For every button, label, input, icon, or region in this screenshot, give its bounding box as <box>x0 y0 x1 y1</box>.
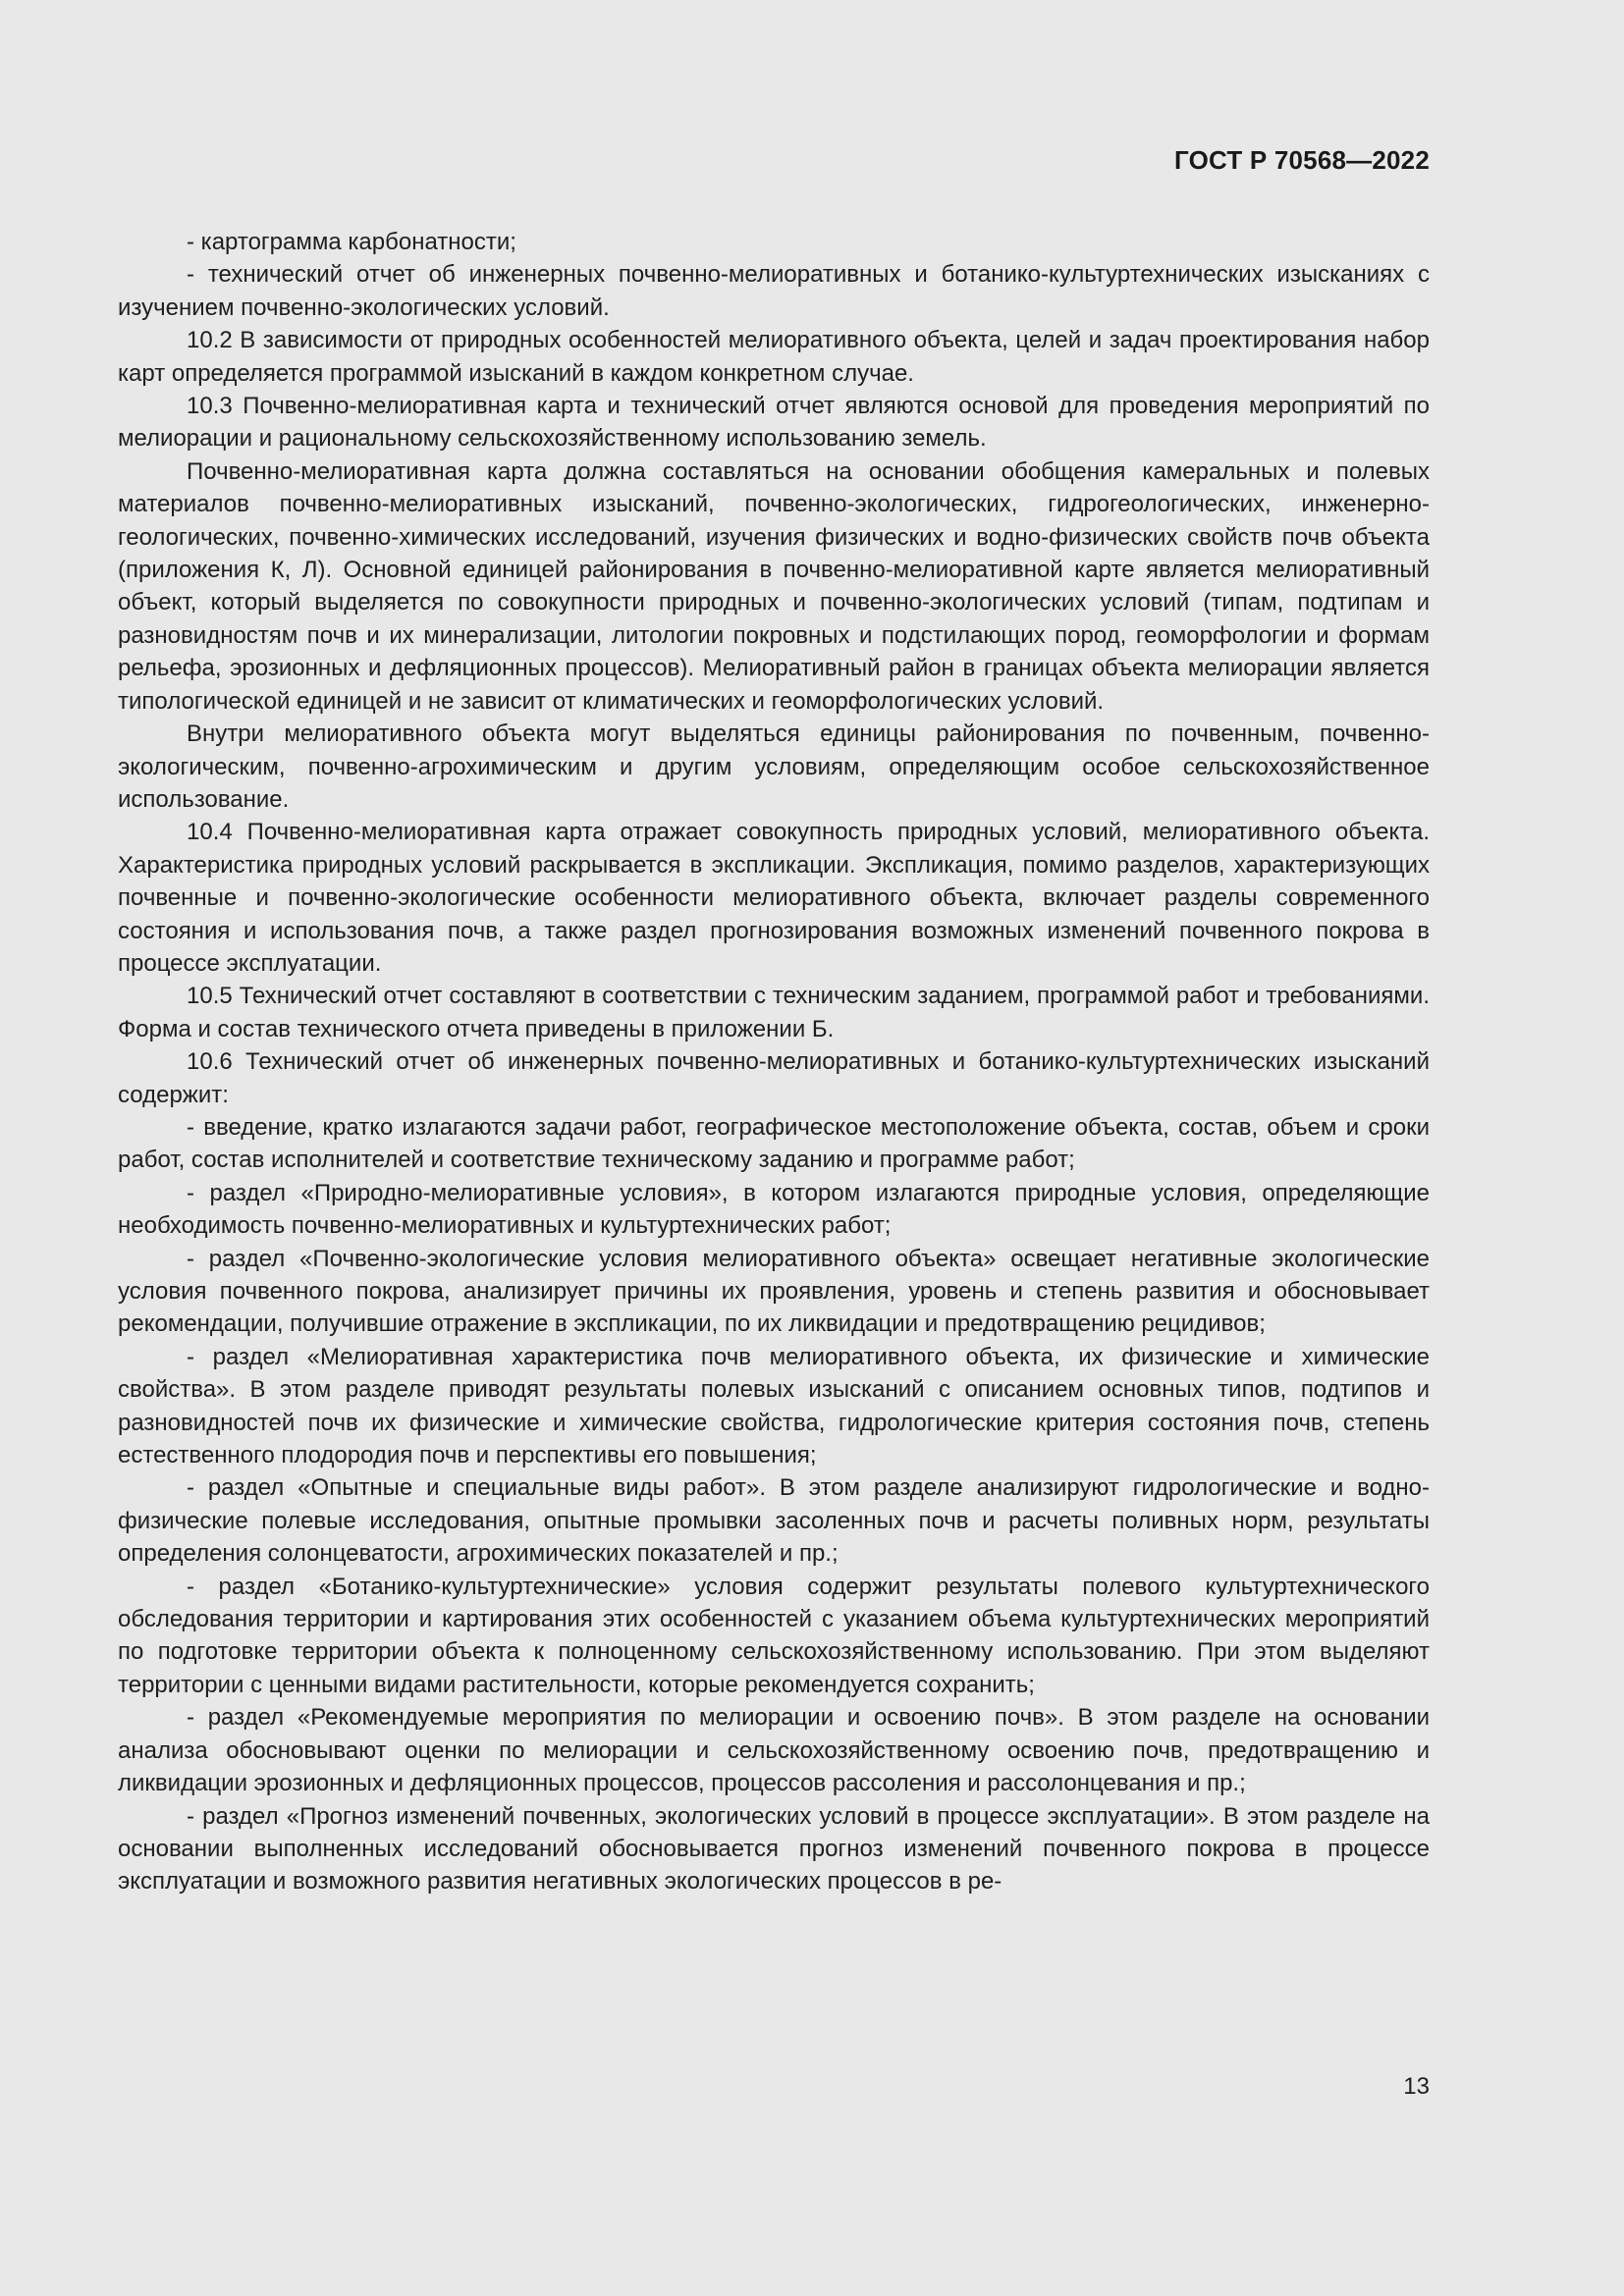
clause-10-3: 10.3 Почвенно-мелиоративная карта и технический отчет являются основой для проведения мероприятий по мелиорации и рациональному сельскохозяйственному использованию земель. <box>118 393 1430 453</box>
list-item-forecast: - раздел «Прогноз изменений почвенных, экологических условий в процессе эксплуатации». В этом разделе на основании выполненных исследований обосновывается прогноз изменений почвенного покрова в процессе эксплуатации и возможного развития негативных экологических процессов в ре- <box>118 1802 1430 1896</box>
list-item-introduction: - введение, кратко излагаются задачи работ, географическое местоположение объекта, состав, объем и сроки работ, состав исполнителей и соответствие техническому заданию и программе работ; <box>118 1113 1430 1174</box>
list-item-cartogram: - картограмма карбонатности; <box>187 229 516 255</box>
page-number: 13 <box>1403 2073 1430 2100</box>
list-item-ecological-conditions: - раздел «Почвенно-экологические условия мелиоративного объекта» освещает негативные экологические условия почвенного покрова, анализирует причины их проявления, уровень и степень развития и обосновывает рекомендации, получившие отражение в экспликации, по их ликвидации и предотвращению рецидивов; <box>118 1245 1430 1338</box>
list-item-natural-conditions: - раздел «Природно-мелиоративные условия», в котором излагаются природные условия, определяющие необходимость почвенно-мелиоративных и культуртехнических работ; <box>118 1179 1430 1240</box>
list-item-experimental-works: - раздел «Опытные и специальные виды работ». В этом разделе анализируют гидрологические и водно-физические полевые исследования, опытные промывки засоленных почв и расчеты поливных норм, результаты определения солонцеватости, агрохимических показателей и пр.; <box>118 1474 1430 1568</box>
list-item-botanical-conditions: - раздел «Ботанико-культуртехнические» условия содержит результаты полевого культуртехнического обследования территории и картирования этих особенностей с указанием объема культуртехнических мероприятий по подготовке территории объекта к полноценному сельскохозяйственному использованию. При этом выделяют территории с ценными видами растительности, которые рекомендуется сохранить; <box>118 1573 1430 1698</box>
list-item-soil-characteristics: - раздел «Мелиоративная характеристика почв мелиоративного объекта, их физические и химические свойства». В этом разделе приводят результаты полевых изысканий с описанием основных типов, подтипов и разновидностей почв их физические и химические свойства, гидрологические критерия состояния почв, степень естественного плодородия почв и перспективы его повышения; <box>118 1343 1430 1469</box>
paragraph-soil-map-basis: Почвенно-мелиоративная карта должна составляться на основании обобщения камеральных и полевых материалов почвенно-мелиоративных изысканий, почвенно-экологических, гидрогеологических, инженерно-геологических, почвенно-химических исследований, изучения физических и водно-физических свойств почв объекта (приложения К, Л). Основной единицей районирования в почвенно-мелиоративной карте является мелиоративный объект, который выделяется по совокупности природных и почвенно-экологических условий (типам, подтипам и разновидностям почв и их минерализации, литологии покровных и подстилающих пород, геоморфологии и формам рельефа, эрозионных и дефляционных процессов). Мелиоративный район в границах объекта мелиорации является типологической единицей и не зависит от климатических и геоморфологических условий. <box>118 457 1430 715</box>
clause-10-4: 10.4 Почвенно-мелиоративная карта отражает совокупность природных условий, мелиоративного объекта. Характеристика природных условий раскрывается в экспликации. Экспликация, помимо разделов, характеризующих почвенные и почвенно-экологические особенности мелиоративного объекта, включает разделы современного состояния и использования почв, а также раздел прогнозирования возможных изменений почвенного покрова в процессе эксплуатации. <box>118 819 1430 977</box>
paragraph-zoning-units: Внутри мелиоративного объекта могут выделяться единицы районирования по почвенным, почвенно-экологическим, почвенно-агрохимическим и другим условиям, определяющим особое сельскохозяйственное использование. <box>118 721 1430 813</box>
document-code-header: ГОСТ Р 70568—2022 <box>1174 145 1430 175</box>
body-text <box>118 226 1430 1898</box>
clause-10-2: 10.2 В зависимости от природных особенностей мелиоративного объекта, целей и задач проектирования набор карт определяется программой изысканий в каждом конкретном случае. <box>118 327 1430 387</box>
list-item-technical-report: - технический отчет об инженерных почвенно-мелиоративных и ботанико-культуртехнических изысканиях с изучением почвенно-экологических условий. <box>118 261 1430 321</box>
list-item-recommended-measures: - раздел «Рекомендуемые мероприятия по мелиорации и освоению почв». В этом разделе на основании анализа обосновывают оценки по мелиорации и сельскохозяйственному освоению почв, предотвращению и ликвидации эрозионных и дефляционных процессов, процессов рассоления и рассолонцевания и пр.; <box>118 1704 1430 1797</box>
clause-10-5: 10.5 Технический отчет составляют в соответствии с техническим заданием, программой работ и требованиями. Форма и состав технического отчета приведены в приложении Б. <box>118 983 1430 1042</box>
clause-10-6: 10.6 Технический отчет об инженерных почвенно-мелиоративных и ботанико-культуртехнических изысканий содержит: <box>118 1048 1430 1108</box>
